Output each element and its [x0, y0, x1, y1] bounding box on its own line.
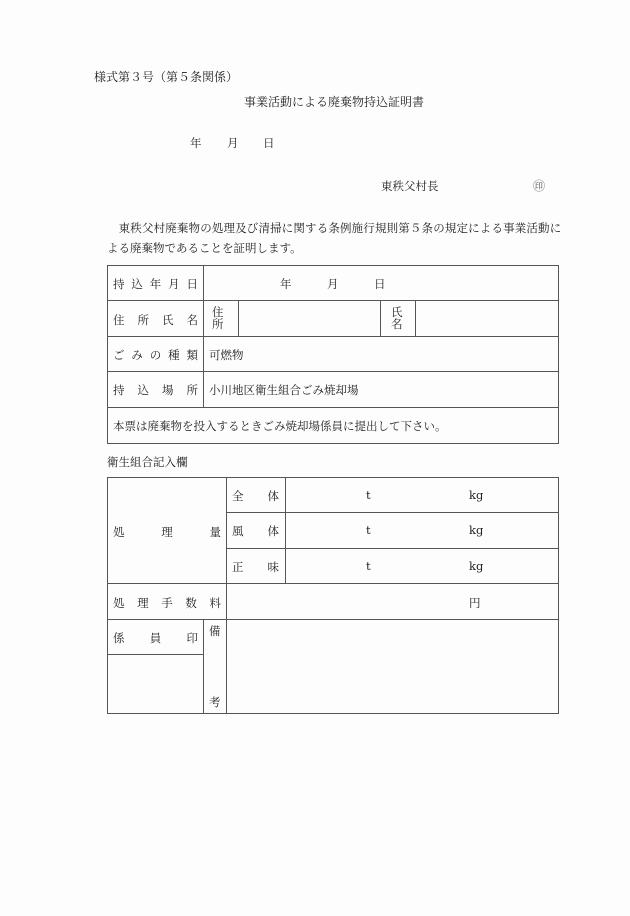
- section-title-union-entry: 衛生組合記入欄: [107, 455, 188, 469]
- name-field[interactable]: [416, 301, 558, 336]
- sublabel-vehicle: [232, 523, 279, 539]
- document-title: 事業活動による廃棄物持込証明書: [244, 95, 425, 109]
- label-char: 所: [212, 317, 224, 331]
- label-char: 持: [113, 383, 125, 397]
- label-char: ご: [113, 348, 125, 362]
- date-year: 年: [190, 136, 202, 150]
- label-char: 所: [186, 383, 198, 397]
- label-char: 氏: [391, 305, 403, 319]
- label-char: 処: [113, 525, 125, 539]
- submission-note: 本票は廃棄物を投入するときごみ焼却場係員に提出して下さい。: [113, 419, 447, 433]
- label-char: 住: [212, 305, 224, 319]
- label-char: 味: [267, 560, 279, 574]
- unit-ton: t: [366, 523, 371, 537]
- label-char: 数: [185, 596, 197, 610]
- vehicle-amount-field[interactable]: [286, 513, 558, 548]
- label-char: 込: [131, 277, 143, 291]
- processing-fee-label: [113, 595, 221, 611]
- sublabel-total: [232, 488, 279, 504]
- seal-mark: ㊞: [533, 179, 546, 193]
- label-char: 年: [149, 277, 162, 291]
- name-sublabel: [391, 306, 403, 330]
- label-char: 名: [186, 313, 198, 327]
- unit-ton: t: [366, 559, 371, 573]
- label-char: 員: [149, 631, 162, 645]
- label-char: 氏: [162, 313, 174, 327]
- label-char: 所: [137, 313, 149, 327]
- address-name-label: [113, 312, 198, 328]
- label-char: み: [131, 348, 143, 362]
- staff-seal-label: [113, 630, 198, 646]
- carry-in-date-label: [113, 276, 198, 292]
- label-char: 印: [186, 631, 198, 645]
- unit-kg: kg: [469, 523, 484, 537]
- remarks-label-bottom: 考: [209, 695, 221, 709]
- carry-in-day: 日: [374, 277, 386, 291]
- unit-yen: 円: [469, 596, 481, 610]
- address-sublabel: [212, 306, 224, 330]
- label-char: 手: [161, 596, 173, 610]
- label-char: 持: [113, 277, 125, 291]
- issuer-name: 東秩父村長: [381, 179, 439, 193]
- processing-fee-field[interactable]: [227, 584, 558, 619]
- label-char: 名: [391, 317, 403, 331]
- label-char: 住: [113, 313, 125, 327]
- remarks-field[interactable]: [227, 620, 558, 713]
- label-char: 処: [113, 596, 125, 610]
- address-field[interactable]: [239, 301, 380, 336]
- label-char: 料: [209, 596, 221, 610]
- waste-type-value: 可燃物: [209, 348, 244, 362]
- label-char: 体: [267, 524, 279, 538]
- label-char: 理: [161, 525, 173, 539]
- label-char: 種: [168, 348, 180, 362]
- unit-kg: kg: [469, 559, 484, 573]
- label-char: 量: [209, 525, 221, 539]
- date-month: 月: [227, 136, 239, 150]
- label-char: 風: [232, 524, 244, 538]
- label-char: 日: [186, 277, 198, 291]
- label-char: 類: [186, 348, 198, 362]
- unit-ton: t: [366, 488, 371, 502]
- net-amount-field[interactable]: [286, 549, 558, 583]
- body-text-line1: 東秩父村廃棄物の処理及び清掃に関する条例施行規則第５条の規定による事業活動に: [107, 221, 562, 235]
- carry-in-place-label: [113, 382, 198, 398]
- label-char: 込: [137, 383, 149, 397]
- date-day: 日: [263, 136, 275, 150]
- processing-amount-label: [113, 524, 221, 540]
- label-char: 月: [168, 277, 180, 291]
- form-number: 様式第３号（第５条関係）: [94, 70, 239, 84]
- waste-type-label: [113, 347, 198, 363]
- carry-in-year: 年: [280, 277, 292, 291]
- label-char: 場: [162, 383, 174, 397]
- sublabel-net: [232, 559, 279, 575]
- label-char: 体: [267, 489, 279, 503]
- label-char: 全: [232, 489, 244, 503]
- carry-in-place-value: 小川地区衛生組合ごみ焼却場: [209, 383, 359, 397]
- staff-seal-field[interactable]: [108, 655, 203, 713]
- label-char: の: [149, 348, 162, 362]
- total-amount-field[interactable]: [286, 478, 558, 512]
- remarks-label-top: 備: [209, 624, 221, 638]
- carry-in-month: 月: [327, 277, 339, 291]
- label-char: 係: [113, 631, 125, 645]
- body-text-line2: よる廃棄物であることを証明します。: [107, 241, 302, 255]
- unit-kg: kg: [469, 488, 484, 502]
- label-char: 正: [232, 560, 244, 574]
- label-char: 理: [137, 596, 149, 610]
